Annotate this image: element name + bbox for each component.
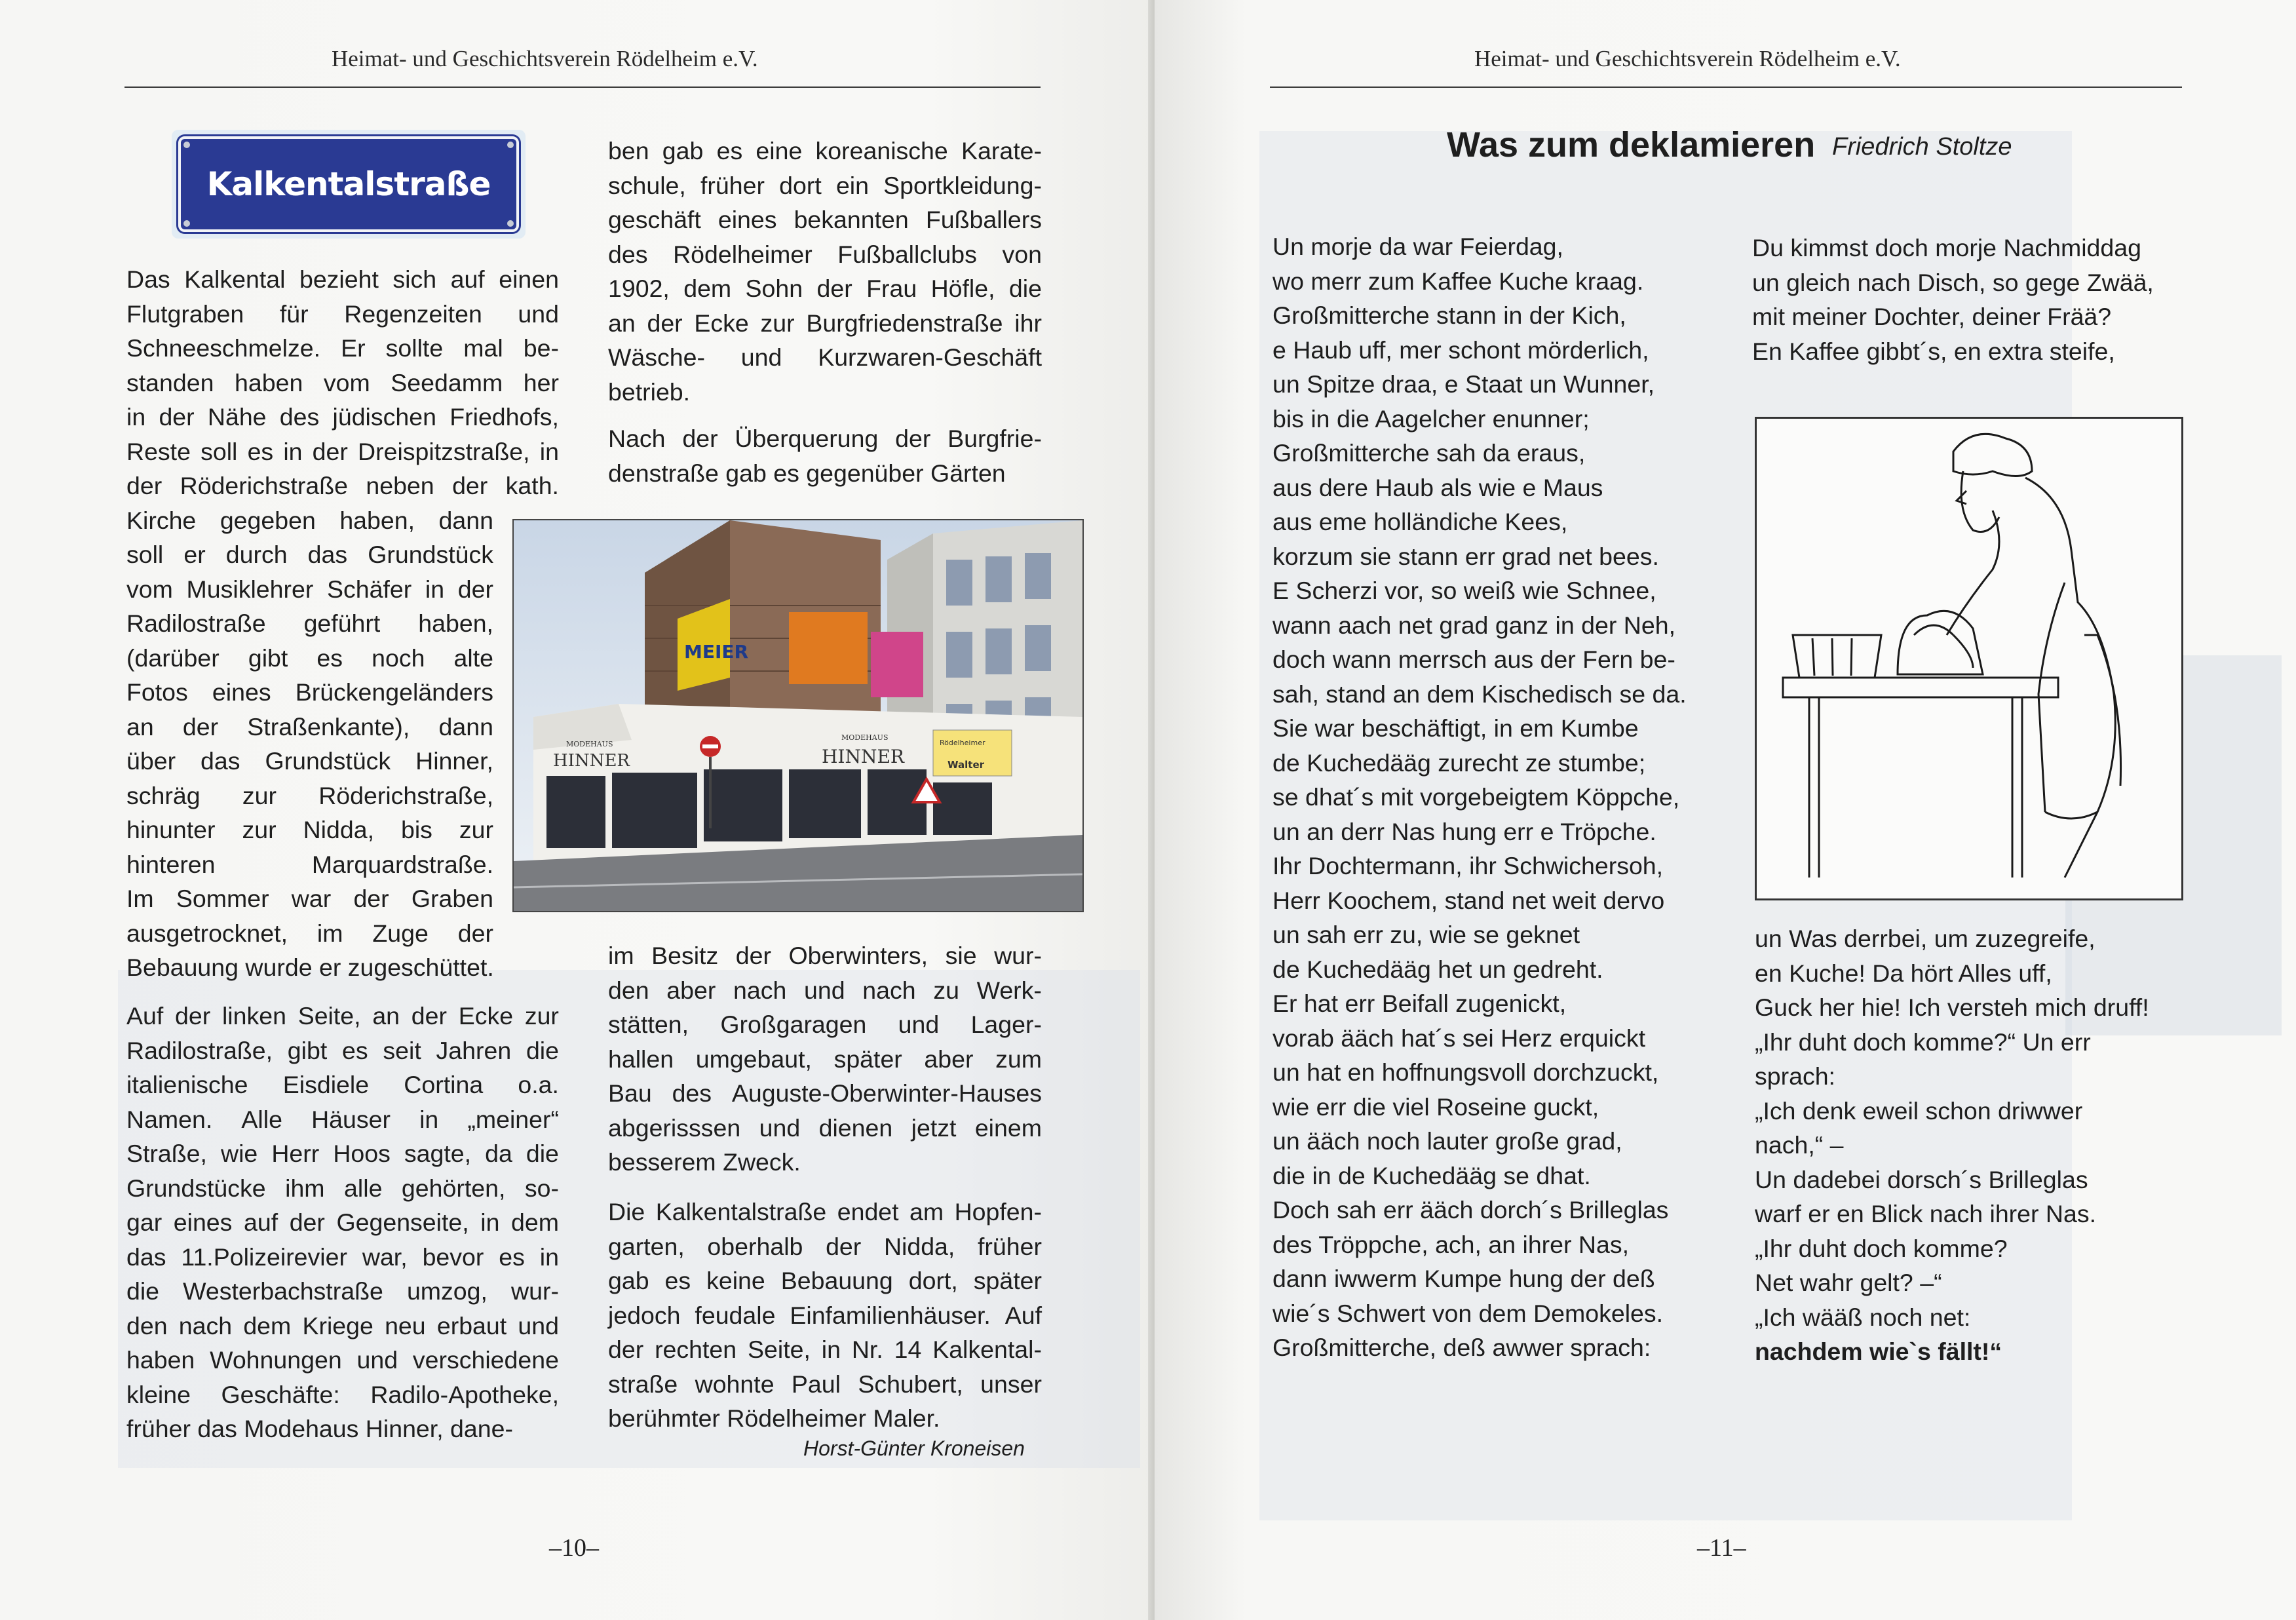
text-line: Das Kalkental bezieht sich auf einen [126, 265, 559, 293]
text-line: im Besitz der Oberwinters, sie wur- [608, 942, 1042, 969]
text-line: un sah err zu, wie se geknet [1272, 921, 1580, 948]
page-number-right: –11– [1697, 1534, 1746, 1562]
text-line: Großmitterche stann in der Kich, [1272, 301, 1626, 329]
text-line: wann aach net grad ganz in der Neh, [1272, 611, 1675, 639]
text-line: Bau des Auguste-Oberwinter-Hauses [608, 1079, 1042, 1107]
text-line: aus eme holländiche Kees, [1272, 508, 1568, 535]
text-line: (darüber gibt es noch alte [126, 644, 493, 672]
text-line: hinunter zur Nidda, bis zur [126, 816, 493, 843]
poem-column-1 [1272, 229, 1687, 1365]
hinner-sign-right: HINNER [822, 746, 904, 767]
text-line: Du kimmst doch morje Nachmiddag [1752, 234, 2141, 261]
text-line: „Ich denk eweil schon driwwer [1755, 1096, 2083, 1125]
text-line: Reste soll es in der Dreispitzstraße, in [126, 437, 559, 465]
text-line: un Was derrbei, um zuzegreife, [1755, 925, 2095, 952]
text-line: gar eines auf der Gegenseite, in dem [126, 1208, 559, 1236]
text-line: un an derr Nas hung err e Tröpche. [1272, 817, 1656, 845]
text-line: kleine Geschäfte: Radilo-Apotheke, [126, 1380, 559, 1408]
poem-author: Friedrich Stoltze [1832, 133, 2012, 161]
poem-column-2-bottom [1755, 921, 2149, 1369]
meier-billboard-text: MEIER [684, 641, 749, 663]
text-line: Guck her hie! Ich versteh mich druff! [1755, 993, 2149, 1021]
text-line: korzum sie stann err grad net bees. [1272, 542, 1659, 570]
left-column-paragraph-1 [126, 262, 559, 985]
text-line: dann iwwerm Kumpe hung der deß [1272, 1265, 1655, 1292]
text-line: berühmter Rödelheimer Maler. [608, 1404, 940, 1432]
text-line: garten, oberhalb der Nidda, früher [608, 1232, 1042, 1260]
text-line: mit meiner Dochter, deiner Frää? [1752, 303, 2112, 330]
right-column-paragraph-4 [608, 1195, 1042, 1436]
text-line: an der Ecke zur Burgfriedenstraße ihr [608, 309, 1042, 337]
text-line: wie´s Schwert von dem Demokeles. [1272, 1299, 1664, 1327]
text-line: vom Musiklehrer Schäfer in der [126, 575, 493, 603]
page-header: Heimat- und Geschichtsverein Rödelheim e.V. [332, 46, 758, 71]
page-number-left: –10– [549, 1534, 599, 1562]
text-line: schräg zur Röderichstraße, [126, 781, 493, 809]
text-line: standen haben vom Seedamm her [126, 368, 559, 396]
building-photo-illustration [514, 520, 1082, 911]
modehaus-label-right: MODEHAUS [841, 733, 889, 742]
text-line: Sie war beschäftigt, in em Kumbe [1272, 714, 1639, 742]
line-drawing [1757, 419, 2177, 895]
text-line: abgerisssen und dienen jetzt einem [608, 1113, 1042, 1142]
text-line: Herr Koochem, stand net weit dervo [1272, 886, 1665, 914]
text-line: un ääch noch lauter große grad, [1272, 1127, 1622, 1155]
text-line: Auf der linken Seite, an der Ecke zur [126, 1002, 559, 1030]
street-sign-label: Kalkentalstraße [206, 165, 491, 203]
text-line: straße wohnte Paul Schubert, unser [608, 1370, 1042, 1398]
street-photo [512, 519, 1084, 912]
text-line: Wäsche- und Kurzwaren-Geschäft [608, 343, 1042, 371]
page-header: Heimat- und Geschichtsverein Rödelheim e.V. [1474, 46, 1901, 71]
text-line: früher das Modehaus Hinner, dane- [126, 1415, 513, 1442]
text-line: die in de Kuchedääg se dhat. [1272, 1161, 1591, 1189]
text-line: den nach dem Kriege neu erbaut und [126, 1311, 559, 1340]
hinner-sign-left: HINNER [553, 751, 630, 771]
text-line: un Spitze draa, e Staat un Wunner, [1272, 370, 1655, 398]
poem-title: Was zum deklamieren [1447, 125, 1816, 164]
text-line: hinteren Marquardstraße. [126, 850, 493, 878]
text-line: de Kuchedääg het un gedreht. [1272, 955, 1603, 983]
text-line: gab es keine Bebauung dort, später [608, 1267, 1042, 1294]
text-line: 1902, dem Sohn der Frau Höfle, die [608, 275, 1042, 302]
text-line: an der Straßenkante), dann [126, 712, 493, 741]
text-line: un hat en hoffnungsvoll dorchzuckt, [1272, 1058, 1659, 1086]
text-line: Radilostraße, gibt es seit Jahren die [126, 1036, 559, 1064]
text-line: jedoch feudale Einfamilienhäuser. Auf [608, 1301, 1042, 1329]
right-column-paragraph-2 [608, 421, 1042, 490]
text-line: Flutgraben für Regenzeiten und [126, 299, 559, 328]
text-line: die Westerbachstraße umzog, wur- [126, 1277, 559, 1305]
text-line: ausgetrocknet, im Zuge der [126, 919, 493, 947]
text-line: ben gab es eine koreanische Karate- [608, 137, 1042, 164]
text-line: en Kuche! Da hört Alles uff, [1755, 959, 2052, 987]
left-column-paragraph-2 [126, 999, 559, 1446]
text-line: aus dere Haub als wie e Maus [1272, 473, 1603, 501]
text-line: der rechten Seite, in Nr. 14 Kalkental- [608, 1336, 1042, 1363]
text-line: schule, früher dort ein Sportkleidung- [608, 171, 1042, 199]
text-line: Doch sah err ääch dorch´s Brilleglas [1272, 1196, 1669, 1224]
text-line: wo merr zum Kaffee Kuche kraag. [1272, 267, 1644, 295]
text-line: „Ich wääß noch net: [1755, 1303, 1971, 1331]
modehaus-label-left: MODEHAUS [566, 740, 613, 748]
text-line: Un morje da war Feierdag, [1272, 233, 1563, 260]
text-line: bis in die Aagelcher enunner; [1272, 404, 1590, 433]
text-line: Namen. Alle Häuser in „meiner“ [126, 1105, 559, 1133]
article-signature: Horst-Günter Kroneisen [803, 1437, 1025, 1460]
text-line: Kirche gegeben haben, dann [126, 506, 493, 534]
text-line: Schneeschmelze. Er sollte mal be- [126, 334, 559, 362]
text-line: des Rödelheimer Fußballclubs von [608, 240, 1042, 268]
text-line: sprach: [1755, 1062, 1835, 1090]
text-line: Im Sommer war der Graben [126, 885, 493, 912]
text-line: Ihr Dochtermann, ihr Schwichersoh, [1272, 852, 1664, 879]
text-line: italienische Eisdiele Cortina o.a. [126, 1071, 559, 1098]
shop-banner-line-1: Rödelheimer [940, 739, 985, 747]
right-page [1155, 0, 2296, 1620]
text-line: Nach der Überquerung der Burgfrie- [608, 425, 1042, 452]
text-line: Grundstücke ihm alle gehörten, so- [126, 1174, 559, 1202]
text-line: hallen umgebaut, später aber zum [608, 1045, 1042, 1073]
text-line: des Tröppche, ach, an ihrer Nas, [1272, 1230, 1630, 1258]
text-line: „Ihr duht doch komme? [1755, 1234, 2008, 1262]
text-line: den aber nach und nach zu Werk- [608, 976, 1042, 1004]
text-line: se dhat´s mit vorgebeigtem Köppche, [1272, 783, 1680, 811]
text-line: Er hat err Beifall zugenickt, [1272, 990, 1567, 1017]
text-line: „Ihr duht doch komme?“ Un err [1755, 1028, 2091, 1056]
text-line: nach,“ – [1755, 1131, 1844, 1159]
right-column-paragraph-1 [608, 134, 1042, 409]
text-line: de Kuchedääg zurecht ze stumbe; [1272, 748, 1646, 777]
text-line: un gleich nach Disch, so gege Zwää, [1752, 268, 2154, 296]
text-line: Radilostraße geführt haben, [126, 609, 493, 637]
text-line: sah, stand an dem Kischedisch se da. [1272, 680, 1687, 708]
text-line: e Haub uff, mer schont mörderlich, [1272, 336, 1649, 364]
text-line: Straße, wie Herr Hoos sagte, da die [126, 1140, 559, 1167]
text-line: vorab ääch hat´s sei Herz erquickt [1272, 1024, 1646, 1052]
text-line: warf er en Blick nach ihrer Nas. [1755, 1200, 2097, 1227]
text-line: Un dadebei dorsch´s Brilleglas [1755, 1165, 2088, 1193]
text-line: denstraße gab es gegenüber Gärten [608, 459, 1006, 487]
shop-banner-line-2: Walter [947, 759, 985, 771]
grandmother-drawing [1755, 417, 2183, 900]
text-line: der Röderichstraße neben der kath. [126, 472, 559, 499]
text-line: stätten, Großgaragen und Lager- [608, 1011, 1042, 1038]
header-rule [1270, 87, 2182, 88]
right-column-paragraph-3 [608, 938, 1042, 1180]
text-line: besserem Zweck. [608, 1148, 801, 1176]
header-rule [124, 87, 1041, 88]
text-line: En Kaffee gibbt´s, en extra steife, [1752, 337, 2115, 365]
text-line: doch wann merrsch aus der Fern be- [1272, 646, 1675, 673]
text-line: wie err die viel Roseine guckt, [1272, 1092, 1599, 1121]
text-line: Großmitterche sah da eraus, [1272, 439, 1586, 467]
text-line: Fotos eines Brückengeländers [126, 678, 493, 706]
text-line: haben Wohnungen und verschiedene [126, 1346, 559, 1374]
text-line: betrieb. [608, 377, 691, 406]
text-line: geschäft eines bekannten Fußballers [608, 206, 1042, 233]
text-line: Net wahr gelt? –“ [1755, 1269, 1942, 1296]
text-line: soll er durch das Grundstück [126, 541, 493, 568]
poem-last-line: nachdem wie`s fällt!“ [1755, 1338, 2002, 1365]
text-line: Bebauung wurde er zugeschüttet. [126, 954, 494, 981]
text-line: in der Nähe des jüdischen Friedhofs, [126, 403, 559, 431]
text-line: über das Grundstück Hinner, [126, 747, 493, 775]
poem-column-2-top [1752, 231, 2154, 368]
text-line: Die Kalkentalstraße endet am Hopfen- [608, 1198, 1042, 1225]
text-line: E Scherzi vor, so weiß wie Schnee, [1272, 577, 1656, 604]
street-sign [172, 130, 526, 239]
text-line: das 11.Polizeirevier war, bevor es in [126, 1243, 559, 1271]
text-line: Großmitterche, deß awwer sprach: [1272, 1334, 1651, 1361]
